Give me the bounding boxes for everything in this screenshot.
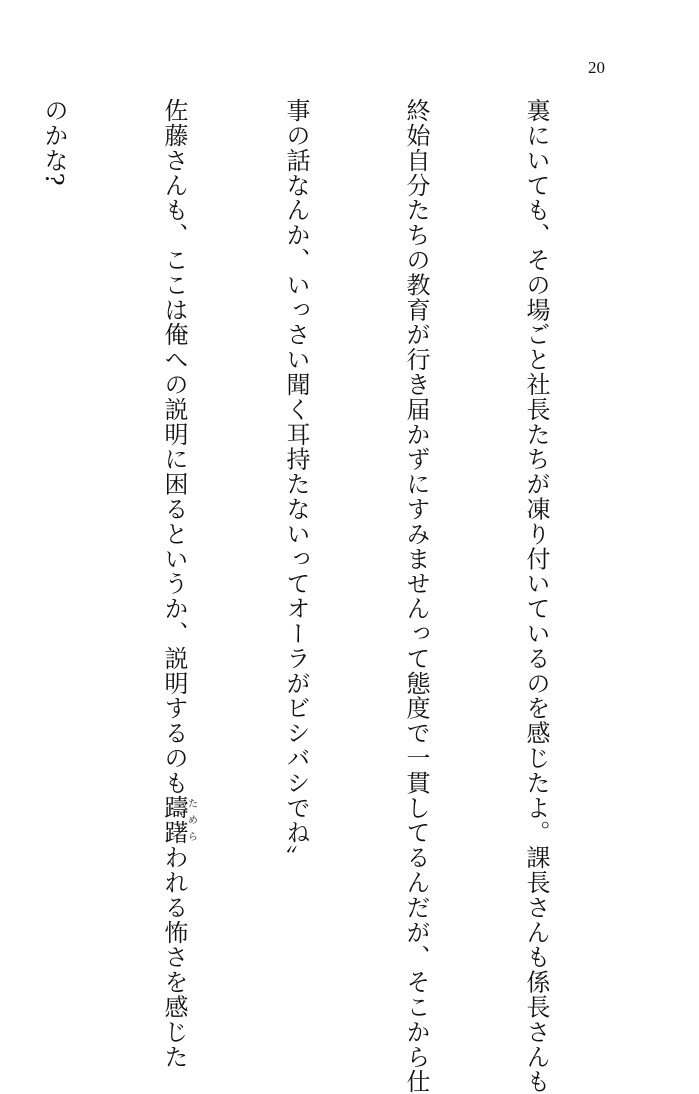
page-number: 20 [588,58,605,77]
ruby-base: 躊躇 [160,795,188,846]
text-segment: われる怖さを感じた [160,845,188,1070]
text-line: のかな? [40,98,68,187]
text-line-with-ruby [154,98,197,1070]
ruby-word [160,795,197,846]
text-line: 事の話なんか、いっさい聞く耳持たないってオーラがビシバシでね〟 [282,98,310,870]
text-segment: 佐藤さんも、ここは俺への説明に困るというか、説明するのも [160,98,188,796]
text-line: 裏にいても、その場ごと社長たちが凍り付いているのを感じたよ。課長さんも係長さんも [522,98,550,1094]
ruby-reading: ためら [185,795,197,845]
text-line: 終始自分たちの教育が行き届かずにすみませんって態度で一貫してるんだが、そこから仕 [402,98,430,1094]
vertical-body-text [40,98,636,1094]
